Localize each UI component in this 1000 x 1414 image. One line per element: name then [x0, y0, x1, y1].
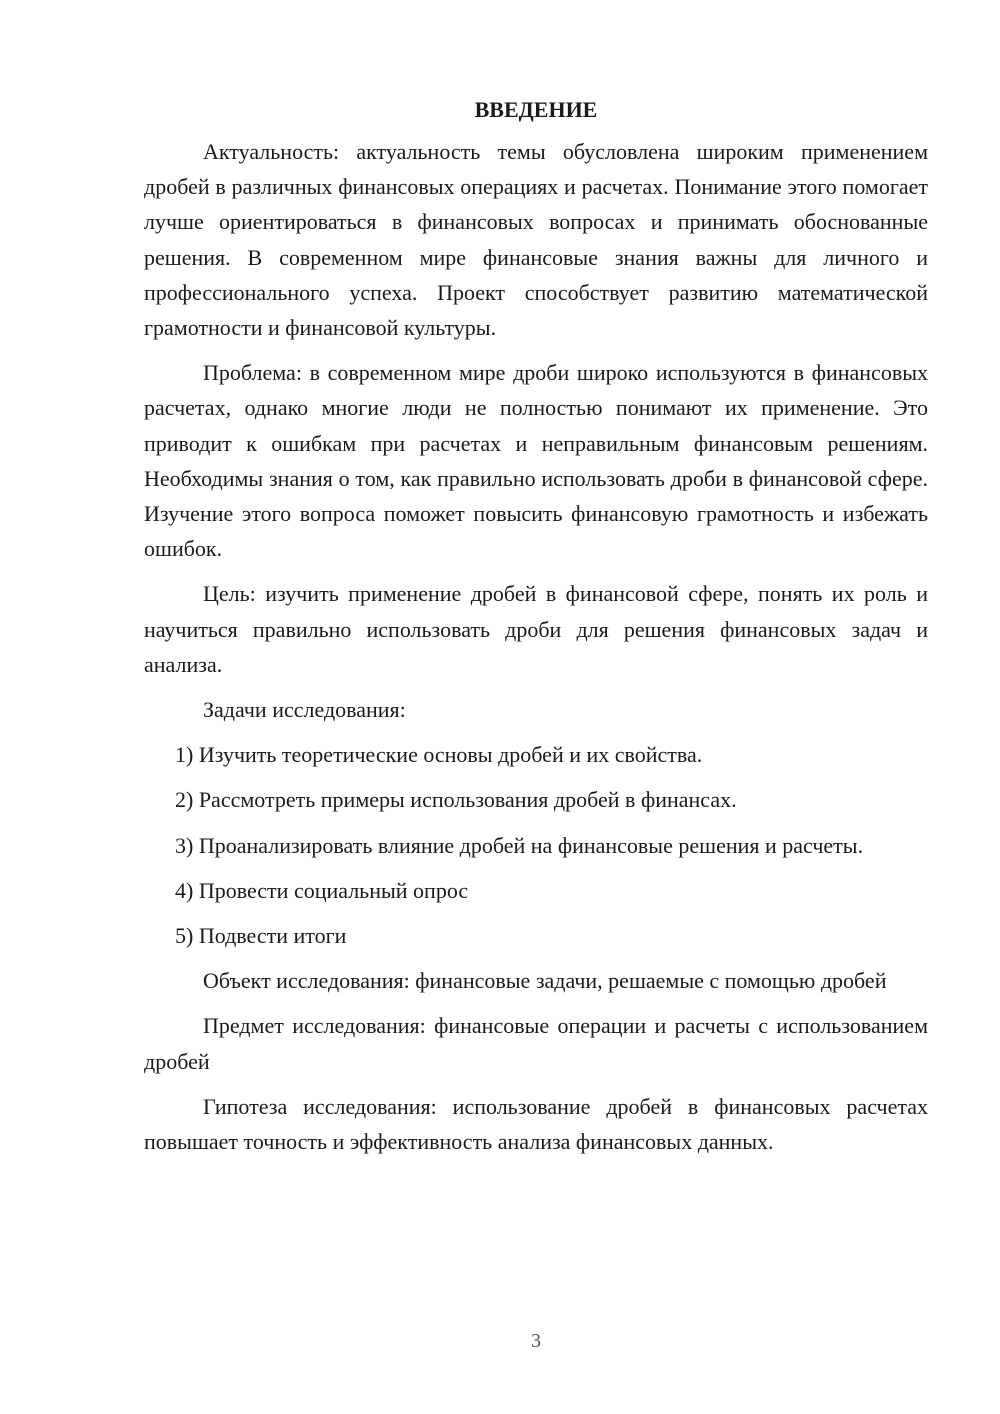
problem-paragraph: Проблема: в современном мире дроби широко используются в финансовых расчетах, однако многие люди не полностью понимают их применение. Это приводит к ошибкам при расчетах и неправильным финансовым решениям. Необходимы знания о том, как правильно использовать дроби в финансовой сфере. Изучение этого вопроса поможет повысить финансовую грамотность и избежать ошибок.: [144, 360, 928, 562]
hypothesis-paragraph: Гипотеза исследования: использование дробей в финансовых расчетах повышает точность и эффективность анализа финансовых данных.: [144, 1093, 928, 1155]
task-item-1: 1) Изучить теоретические основы дробей и их свойства.: [175, 742, 703, 768]
task-item-3: 3) Проанализировать влияние дробей на финансовые решения и расчеты.: [175, 832, 864, 858]
tasks-heading: Задачи исследования:: [203, 697, 406, 723]
task-item-5: 5) Подвести итоги: [175, 923, 347, 949]
task-item-4: 4) Провести социальный опрос: [175, 877, 469, 903]
page-number: 3: [531, 1330, 541, 1352]
document-page: [144, 92, 928, 1169]
research-subject-paragraph: Предмет исследования: финансовые операции и расчеты с использованием дробей: [144, 1013, 928, 1074]
task-item-2: 2) Рассмотреть примеры использования дробей в финансах.: [175, 787, 737, 813]
relevance-paragraph: Актуальность: актуальность темы обусловлена широким применением дробей в различных финансовых операциях и расчетах. Понимание этого помогает лучше ориентироваться в финансовых вопросах и принимать обоснованные решения. В современном мире финансовые знания важны для личного и профессионального успеха. Проект способствует развитию математической грамотности и финансовой культуры.: [144, 139, 928, 341]
page-title: ВВЕДЕНИЕ: [474, 97, 598, 122]
research-object-paragraph: Объект исследования: финансовые задачи, решаемые с помощью дробей: [203, 968, 887, 994]
goal-paragraph: Цель: изучить применение дробей в финансовой сфере, понять их роль и научиться правильно использовать дроби для решения финансовых задач и анализа.: [144, 581, 928, 677]
